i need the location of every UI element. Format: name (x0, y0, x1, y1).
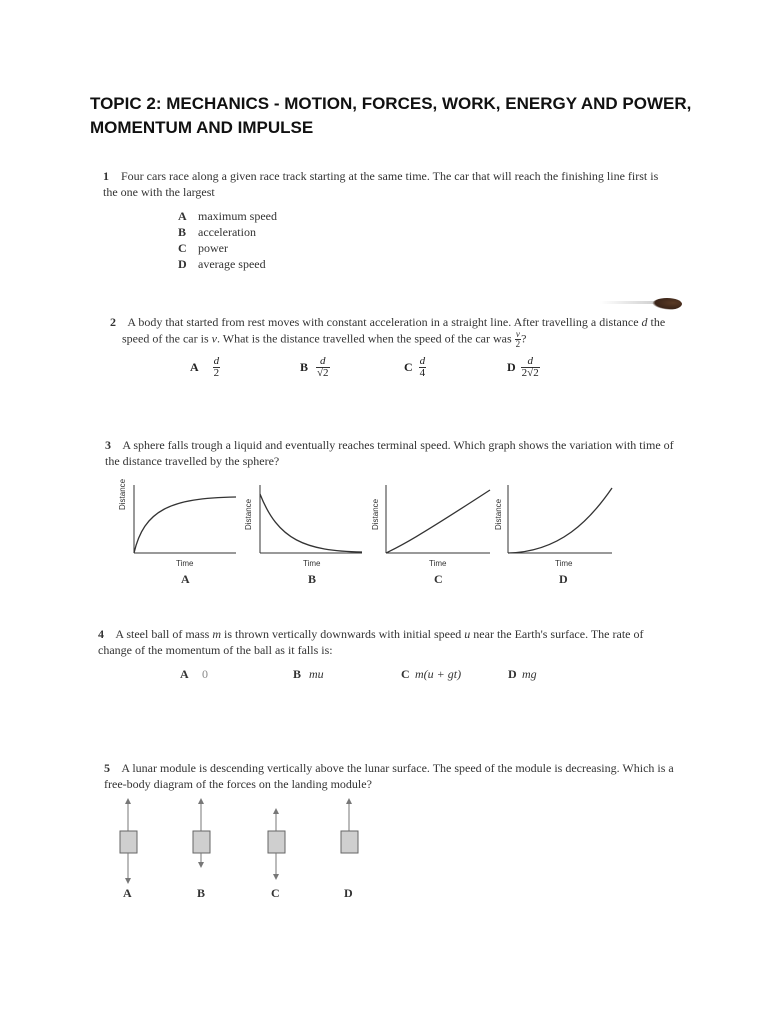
scan-artifact (600, 301, 660, 304)
question-number: 4 (98, 627, 104, 641)
q2-option-c[interactable]: C $\frac{d}{4}$ (404, 355, 426, 379)
question-text: Four cars race along a given race track starting at the same time. The car that will reach the finishing line first is the one with the largest (103, 169, 659, 199)
diagram-a-letter: A (123, 886, 132, 900)
q1-option-a[interactable]: A maximum speed (178, 209, 277, 223)
q2-option-a[interactable]: A $\frac{d}{2}$ (190, 355, 220, 379)
question-number: 2 (110, 315, 116, 329)
q4-option-d[interactable]: D mg (508, 667, 537, 681)
module-box (341, 831, 358, 853)
q2-option-d[interactable]: D $\frac{d}{2√2}$ (507, 355, 539, 379)
question-number: 5 (104, 761, 110, 775)
page-title: TOPIC 2: MECHANICS - MOTION, FORCES, WORK, ENERGY AND POWER, MOMENTUM AND IMPULSE (90, 94, 692, 137)
graph-b-letter: B (308, 572, 317, 586)
graph-c-xlabel: Time (429, 559, 447, 568)
graph-c[interactable] (386, 485, 490, 553)
q5-diagrams (100, 795, 380, 890)
q1-option-d[interactable]: D average speed (178, 257, 266, 271)
graph-d-xlabel: Time (555, 559, 573, 568)
question-2: 2 A body that started from rest moves with constant acceleration in a straight line. After travelling a distance d the (110, 315, 666, 329)
graph-d-letter: D (559, 572, 568, 586)
graph-a-curve (134, 497, 236, 553)
graph-b-curve (260, 494, 362, 552)
question-3 (105, 437, 675, 469)
scan-artifact-blob (652, 298, 682, 310)
module-box (268, 831, 285, 853)
q4-option-a[interactable]: A 0 (180, 667, 208, 681)
q1-option-b[interactable]: B acceleration (178, 225, 256, 239)
module-box (120, 831, 137, 853)
q2-option-b[interactable]: B $\frac{d}{√2}$ (300, 355, 329, 379)
diagram-d[interactable] (341, 801, 358, 853)
q1-option-c[interactable]: C power (178, 241, 228, 255)
graph-b-ylabel: Distance (244, 498, 253, 530)
question-number: 1 (103, 169, 109, 183)
graph-b[interactable] (260, 485, 362, 553)
diagram-a[interactable] (120, 801, 137, 881)
graph-a[interactable] (134, 485, 236, 553)
question-1 (103, 168, 663, 200)
diagram-b-letter: B (197, 886, 206, 900)
fraction-v-over-2: $\frac{v}{2}$ (515, 329, 521, 349)
module-box (193, 831, 210, 853)
question-2-line2: speed of the car is v. What is the distance travelled when the speed of the car was $\frac{v}{2}$ ? (122, 329, 527, 349)
question-5 (104, 760, 674, 792)
graph-b-xlabel: Time (303, 559, 321, 568)
question-4: 4 A steel ball of mass m is thrown vertically downwards with initial speed u near the Earth's surface. The rate of change of the momentum of the ball as it falls is: (98, 627, 644, 657)
graph-d-ylabel: Distance (494, 498, 503, 530)
question-number: 3 (105, 438, 111, 452)
graph-d[interactable] (508, 485, 612, 553)
graph-a-letter: A (181, 572, 190, 586)
graph-c-curve (386, 490, 490, 553)
diagram-d-letter: D (344, 886, 353, 900)
q4-option-c[interactable]: C m(u + gt) (401, 667, 462, 681)
q1-options (178, 208, 277, 272)
graph-d-curve (508, 488, 612, 553)
question-text: A lunar module is descending vertically above the lunar surface. The speed of the module is decreasing. Which is a free-body diagram of the forces on the landing module? (104, 761, 674, 791)
q4-option-b[interactable]: B mu (293, 667, 324, 681)
graph-a-xlabel: Time (176, 559, 194, 568)
question-text: A sphere falls trough a liquid and eventually reaches terminal speed. Which graph shows the variation with time of the distance travelled by the sphere? (105, 438, 674, 468)
diagram-c-letter: C (271, 886, 280, 900)
graph-c-ylabel: Distance (371, 498, 380, 530)
graph-c-letter: C (434, 572, 443, 586)
diagram-c[interactable] (268, 811, 285, 877)
graph-a-ylabel: Distance (118, 478, 127, 510)
diagram-b[interactable] (193, 801, 210, 865)
